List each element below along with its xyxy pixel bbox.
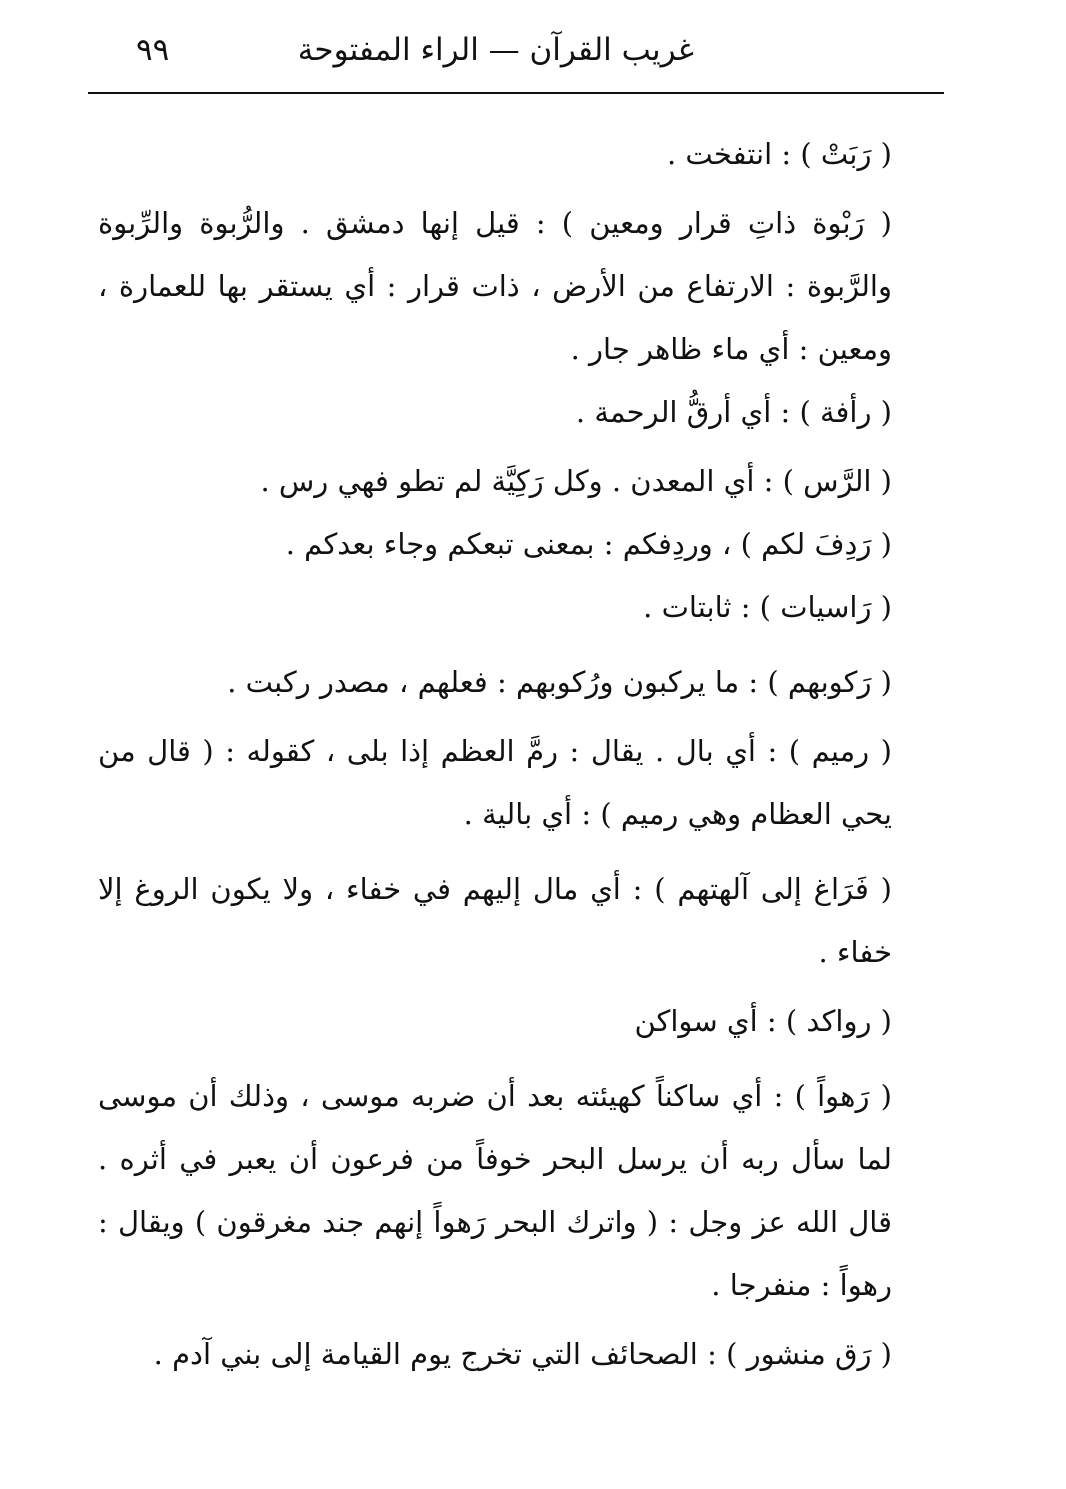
- page-header: [88, 22, 944, 92]
- glossary-entry: ( رَدِفَ لكم ) ، وردِفكم : بمعنى تبعكم وجاء بعدكم .: [285, 527, 892, 561]
- glossary-entry: ( رواكد ) : أي سواكن: [634, 1004, 892, 1038]
- glossary-entry: ( رأفة ) : أي أرقُّ الرحمة .: [575, 395, 892, 429]
- glossary-entries: [98, 123, 944, 1386]
- glossary-entry: ( رَهواً ) : أي ساكناً كهيئته بعد أن ضربه موسى ، وذلك أن موسى لما سأل ربه أن يرسل البحر خوفاً من فرعون أن يعبر في أثره . قال الله عز وجل : ( واترك البحر رَهواً إنهم جند مغرقون ) ويقال : رهواً : منفرجا .: [98, 1079, 892, 1302]
- glossary-entry: ( رَبْوة ذاتِ قرار ومعين ) : قيل إنها دمشق . والرُّبوة والرِّبوة والرَّبوة : الارتفاع من الأرض ، ذات قرار : أي يستقر بها للعمارة ، ومعين : أي ماء ظاهر جار .: [98, 206, 892, 366]
- glossary-entry: ( رَبَتْ ) : انتفخت .: [666, 137, 892, 171]
- glossary-entry: ( رميم ) : أي بال . يقال : رمَّ العظم إذا بلى ، كقوله : ( قال من يحي العظام وهي رميم ) : أي بالية .: [98, 734, 892, 831]
- glossary-entry: ( الرَّس ) : أي المعدن . وكل رَكِيَّة لم تطو فهي رس .: [260, 464, 892, 498]
- glossary-entry: ( رَاسيات ) : ثابتات .: [643, 590, 892, 624]
- header-divider: [88, 92, 944, 94]
- glossary-entry: ( فَرَاغ إلى آلهتهم ) : أي مال إليهم في خفاء ، ولا يكون الروغ إلا خفاء .: [98, 872, 892, 969]
- glossary-entry: ( رَكوبهم ) : ما يركبون ورُكوبهم : فعلهم ، مصدر ركبت .: [227, 665, 892, 699]
- running-title: غريب القرآن — الراء المفتوحة: [297, 32, 694, 68]
- page-number: ٩٩: [136, 32, 170, 68]
- glossary-entry: ( رَق منشور ) : الصحائف التي تخرج يوم القيامة إلى بني آدم .: [153, 1337, 892, 1371]
